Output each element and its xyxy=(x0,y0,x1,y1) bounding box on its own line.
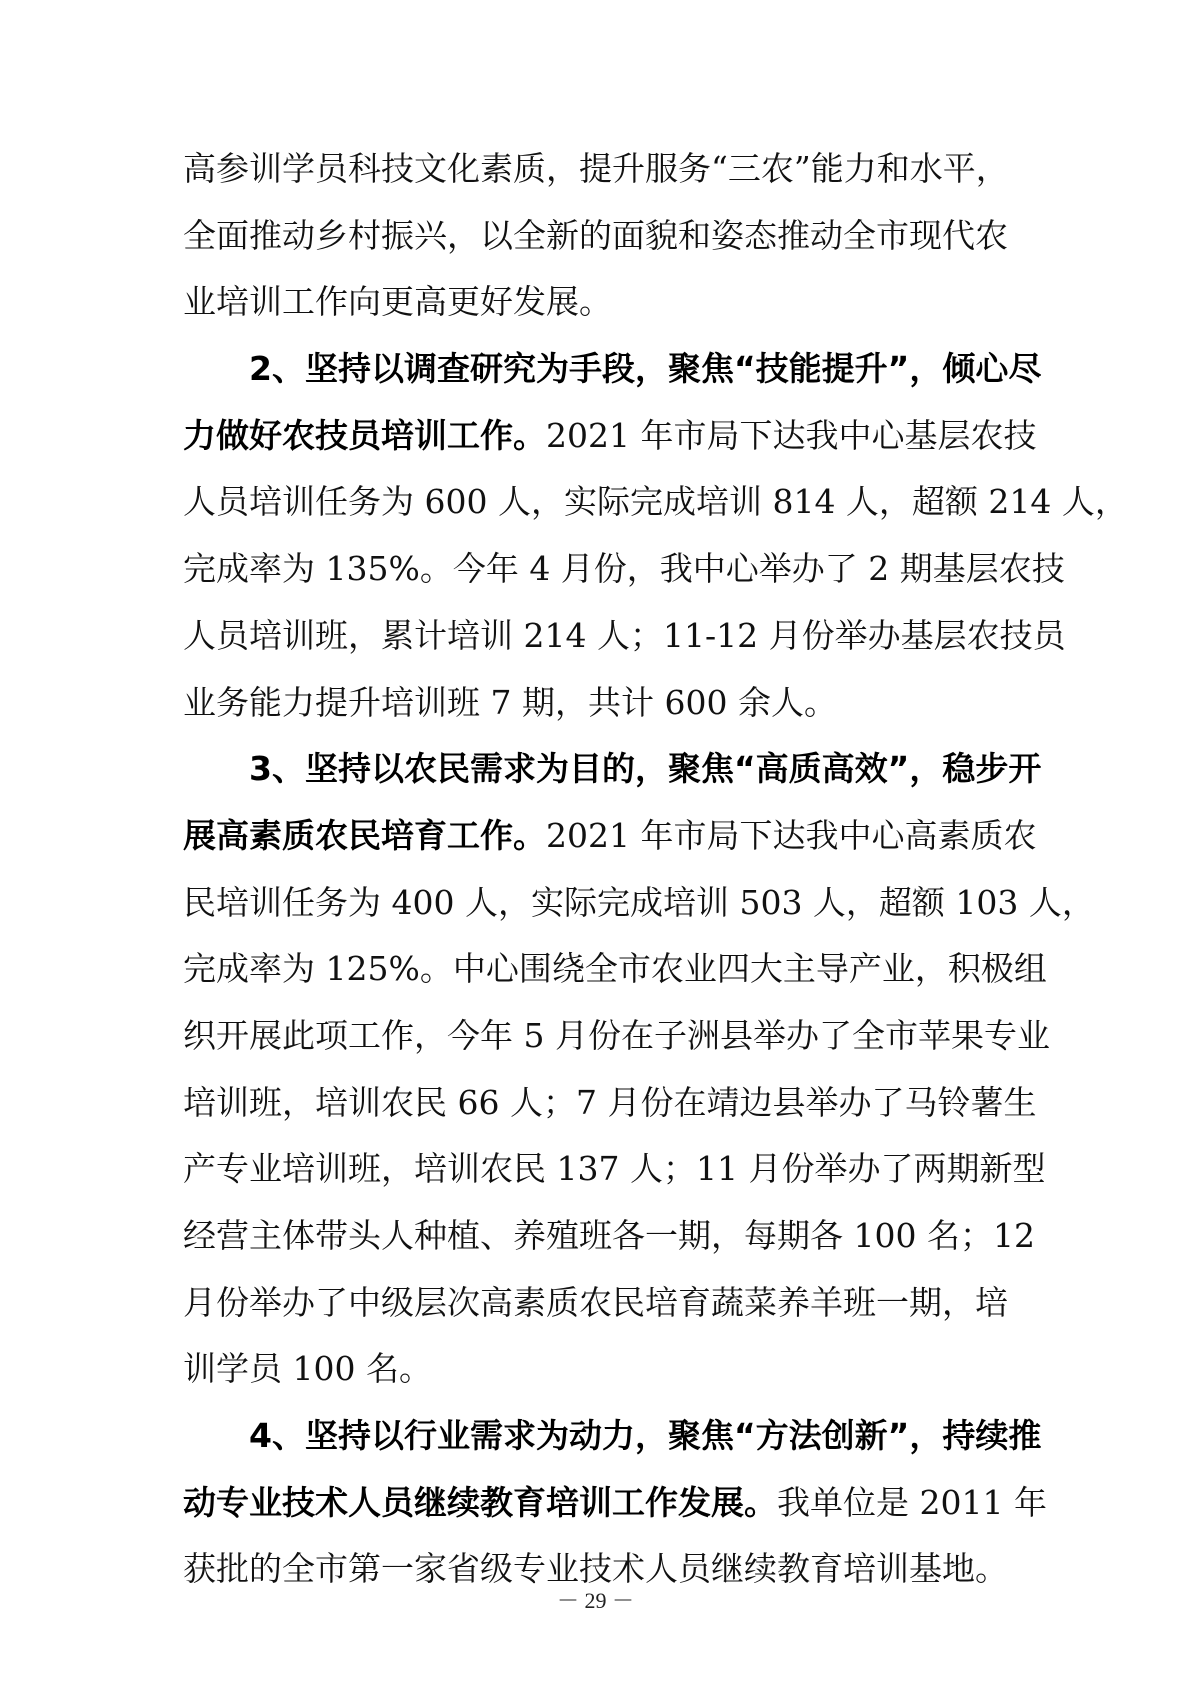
paragraph-line xyxy=(183,203,1033,270)
bold-heading-text: 2、坚持以调查研究为手段，聚焦“技能提升”，倾心尽 xyxy=(249,349,1042,389)
paragraph-line xyxy=(183,403,1037,470)
body-line-text: 2021 年市局下达我中心基层农技 xyxy=(546,415,1037,455)
paragraph-line xyxy=(183,1470,1047,1537)
paragraph-line xyxy=(183,336,1042,403)
paragraph-line xyxy=(183,870,1095,937)
body-line-text: 完成率为 135%。今年 4 月份，我中心举办了 2 期基层农技 xyxy=(183,549,1065,589)
bold-heading-text: 动专业技术人员继续教育培训工作发展。 xyxy=(183,1482,777,1522)
paragraph-line xyxy=(183,536,1065,603)
body-line-text: 民培训任务为 400 人，实际完成培训 503 人，超额 103 人， xyxy=(183,882,1095,922)
body-line-text: 经营主体带头人种植、养殖班各一期，每期各 100 名；12 xyxy=(183,1216,1035,1255)
body-line-text: 我单位是 2011 年 xyxy=(777,1482,1047,1522)
paragraph-line xyxy=(183,1203,1033,1270)
bold-heading-text: 3、坚持以农民需求为目的，聚焦“高质高效”，稳步开 xyxy=(249,749,1042,789)
paragraph-line xyxy=(183,1070,1037,1137)
body-line-text: 完成率为 125%。中心围绕全市农业四大主导产业，积极组 xyxy=(183,949,1047,989)
paragraph-line xyxy=(183,803,1037,870)
body-line-text: 业培训工作向更高更好发展。 xyxy=(183,282,612,322)
body-line-text: 月份举办了中级层次高素质农民培育蔬菜养羊班一期，培 xyxy=(183,1282,1008,1322)
paragraph-line xyxy=(183,1403,1042,1470)
paragraph-line xyxy=(183,736,1042,803)
paragraph-line xyxy=(183,136,1033,203)
paragraph-line xyxy=(183,936,1047,1003)
body-line-text: 人员培训任务为 600 人，实际完成培训 814 人，超额 214 人， xyxy=(183,482,1128,522)
bold-heading-text: 展高素质农民培育工作。 xyxy=(183,815,546,855)
body-line-text: 培训班，培训农民 66 人；7 月份在靖边县举办了马铃薯生 xyxy=(183,1082,1037,1122)
body-line-text: 高参训学员科技文化素质，提升服务“三农”能力和水平， xyxy=(183,149,1009,188)
paragraph-line xyxy=(183,269,1033,336)
paragraph-line xyxy=(183,469,1128,536)
body-line-text: 训学员 100 名。 xyxy=(183,1349,432,1389)
bold-heading-text: 力做好农技员培训工作。 xyxy=(183,415,546,455)
body-line-text: 2021 年市局下达我中心高素质农 xyxy=(546,815,1037,855)
body-line-text: 全面推动乡村振兴，以全新的面貌和姿态推动全市现代农 xyxy=(183,215,1008,255)
body-line-text: 业务能力提升培训班 7 期，共计 600 余人。 xyxy=(183,682,837,722)
body-line-text: 人员培训班，累计培训 214 人；11-12 月份举办基层农技员 xyxy=(183,615,1066,655)
page-number: － 29 － xyxy=(556,1588,634,1613)
body-line-text: 获批的全市第一家省级专业技术人员继续教育培训基地。 xyxy=(183,1549,1008,1589)
bold-heading-text: 4、坚持以行业需求为动力，聚焦“方法创新”，持续推 xyxy=(249,1416,1042,1456)
paragraph-line xyxy=(183,670,1033,737)
paragraph-line xyxy=(183,1270,1033,1337)
body-line-text: 产专业培训班，培训农民 137 人；11 月份举办了两期新型 xyxy=(183,1149,1046,1189)
paragraph-line xyxy=(183,603,1066,670)
paragraph-line xyxy=(183,1136,1046,1203)
body-line-text: 织开展此项工作，今年 5 月份在子洲县举办了全市苹果专业 xyxy=(183,1015,1050,1055)
paragraph-line xyxy=(183,1336,1033,1403)
body-text xyxy=(183,136,1128,1603)
paragraph-line xyxy=(183,1003,1050,1070)
